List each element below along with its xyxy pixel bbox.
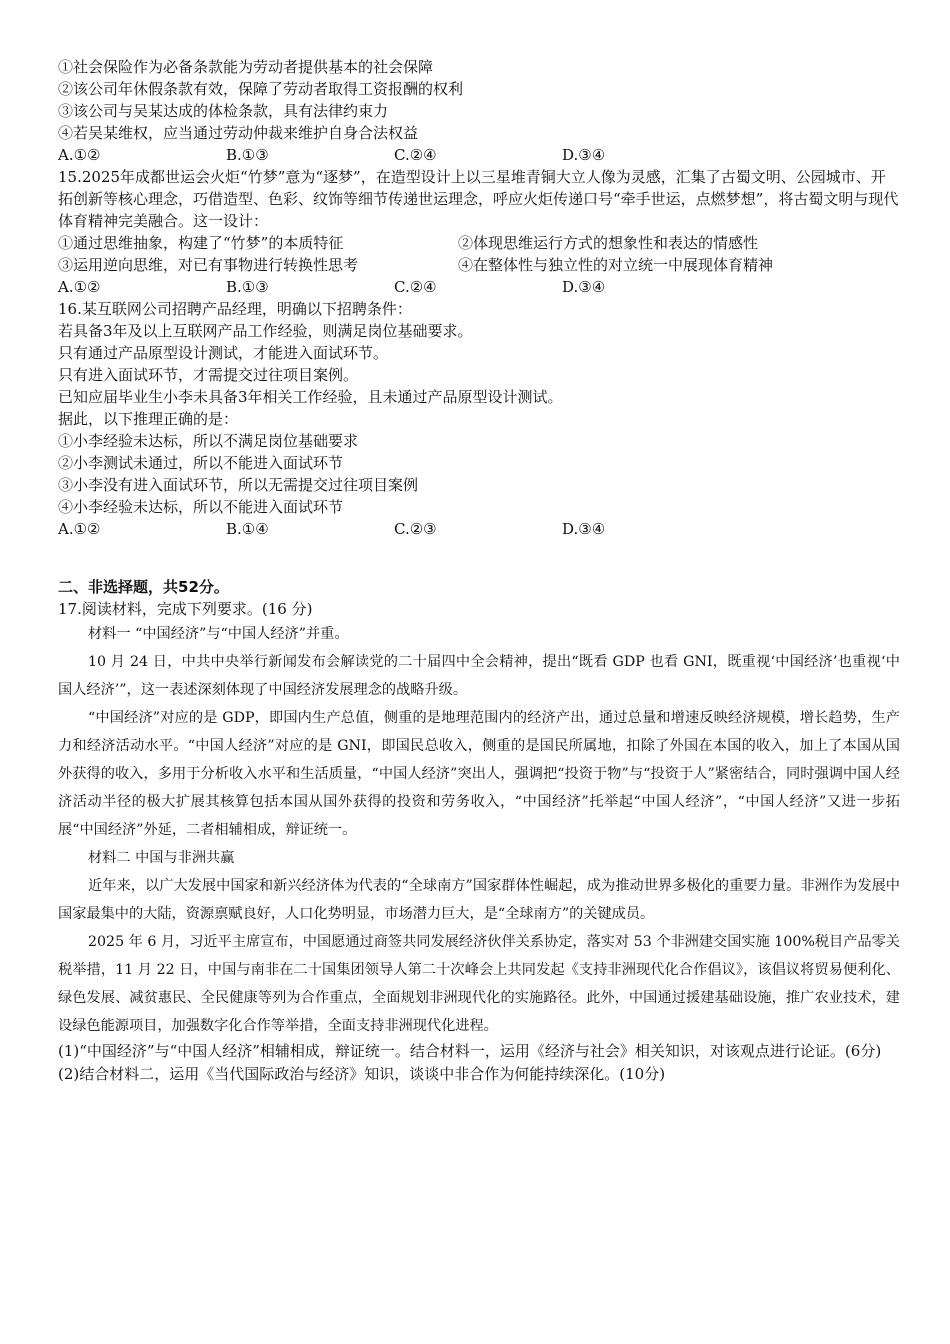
q14-option-c: C.②④ (394, 146, 437, 164)
q17-subquestion-2: (2)结合材料二，运用《当代国际政治与经济》知识，谈谈中非合作为何能持续深化。(10分) (58, 1065, 666, 1083)
q15-item-3: ③运用逆向思维，对已有事物进行转换性思考 (58, 256, 359, 274)
q15-stem: 15.2025年成都世运会火炬“竹梦”意为“逐梦”，在造型设计上以三星堆青铜大立人像为灵感，汇集了古蜀文明、公园城市、开拓创新等核心理念，巧借造型、色彩、纹饰等细节传递世运理念，呼应火炬传递口号“牵手世运，点燃梦想”，将古蜀文明与现代体育精神完美融合。这一设计： (58, 168, 899, 230)
q15-option-d: D.③④ (562, 278, 606, 296)
q16-stem: 16.某互联网公司招聘产品经理，明确以下招聘条件： (58, 300, 412, 318)
section-heading: 二、非选择题，共52分。 (58, 578, 229, 596)
q14-option-d: D.③④ (562, 146, 606, 164)
q15-option-c: C.②④ (394, 278, 437, 296)
q14-item-1: ①社会保险作为必备条款能为劳动者提供基本的社会保障 (58, 58, 434, 76)
q16-lead: 据此，以下推理正确的是： (58, 410, 239, 428)
q16-option-c: C.②③ (394, 520, 437, 538)
q15-row-2 (58, 254, 900, 276)
exam-page (58, 56, 900, 1086)
q15-option-b: B.①③ (226, 278, 269, 296)
q16-options (58, 518, 900, 540)
q16-option-a: A.①② (58, 520, 101, 538)
q14-options (58, 144, 900, 166)
q15-row-1 (58, 232, 900, 254)
q16-item-1: ①小李经验未达标，所以不满足岗位基础要求 (58, 432, 359, 450)
q16-item-2: ②小李测试未通过，所以不能进入面试环节 (58, 454, 344, 472)
material-2-paragraph-2: 2025 年 6 月，习近平主席宣布，中国愿通过商签共同发展经济伙伴关系协定，落实对 53 个非洲建交国实施 100%税目产品零关税举措，11 月 22 日，中国与南非在二十国集团领导人第二十次峰会上共同发起《支持非洲现代化合作倡议》，该倡议将贸易便利化、绿色发展、减贫惠民、全民健康等列为合作重点，全面规划非洲现代化的实施路径。此外，中国通过援建基础设施，推广农业技术，建设绿色能源项目，加强数字化合作等举措，全面支持非洲现代化进程。 (58, 934, 900, 1034)
q17-stem: 17.阅读材料，完成下列要求。(16 分) (58, 600, 313, 618)
q14-item-2: ②该公司年休假条款有效，保障了劳动者取得工资报酬的权利 (58, 80, 464, 98)
q14-statements (58, 56, 900, 144)
q15-options (58, 276, 900, 298)
material-1-paragraph-2: “中国经济”对应的是 GDP，即国内生产总值，侧重的是地理范围内的经济产出，通过总量和增速反映经济规模，增长趋势，生产力和经济活动水平。“中国人经济”对应的是 GNI，即国民总收入，侧重的是国民所属地，扣除了外国在本国的收入，加上了本国从国外获得的收入，多用于分析收入水平和生活质量，“中国人经济”突出人，强调把“投资于物”与“投资于人”紧密结合，同时强调中国人经济活动半径的极大扩展其核算包括本国从国外获得的投资和劳务收入，“中国经济”托举起“中国人经济”，“中国人经济”又进一步拓展“中国经济”外延，二者相辅相成，辩证统一。 (58, 710, 900, 838)
material-2-title: 材料二 中国与非洲共赢 (88, 850, 235, 866)
section-gap (58, 540, 900, 576)
q15-item-4: ④在整体性与独立性的对立统一中展现体育精神 (458, 256, 774, 274)
q16-condition-2: 只有通过产品原型设计测试，才能进入面试环节。 (58, 344, 389, 362)
q16-item-3: ③小李没有进入面试环节，所以无需提交过往项目案例 (58, 476, 419, 494)
q17-subquestion-1: (1)“中国经济”与“中国人经济”相辅相成，辩证统一。结合材料一，运用《经济与社会》相关知识，对该观点进行论证。(6分) (58, 1042, 882, 1060)
q16-option-b: B.①④ (226, 520, 269, 538)
q16-option-d: D.③④ (562, 520, 606, 538)
q16-condition-1: 若具备3年及以上互联网产品工作经验，则满足岗位基础要求。 (58, 322, 473, 340)
q16-item-4: ④小李经验未达标，所以不能进入面试环节 (58, 498, 344, 516)
q15-item-2: ②体现思维运行方式的想象性和表达的情感性 (458, 234, 759, 252)
material-1-title: 材料一 “中国经济”与“中国人经济”并重。 (88, 626, 349, 642)
q14-item-4: ④若吴某维权，应当通过劳动仲裁来维护自身合法权益 (58, 124, 419, 142)
q14-option-b: B.①③ (226, 146, 269, 164)
material-2-paragraph-1: 近年来，以广大发展中国家和新兴经济体为代表的“全球南方”国家群体性崛起，成为推动世界多极化的重要力量。非洲作为发展中国家最集中的大陆，资源禀赋良好，人口化势明显，市场潜力巨大，是“全球南方”的关键成员。 (58, 878, 900, 922)
q15-option-a: A.①② (58, 278, 101, 296)
q14-item-3: ③该公司与吴某达成的体检条款，具有法律约束力 (58, 102, 389, 120)
q14-option-a: A.①② (58, 146, 101, 164)
material-1-paragraph-1: 10 月 24 日，中共中央举行新闻发布会解读党的二十届四中全会精神，提出“既看 GDP 也看 GNI，既重视‘中国经济’也重视‘中国人经济’”，这一表述深刻体现了中国经济发展理念的战略升级。 (58, 654, 900, 698)
q16-condition-4: 已知应届毕业生小李未具备3年相关工作经验，且未通过产品原型设计测试。 (58, 388, 563, 406)
q15-item-1: ①通过思维抽象，构建了“竹梦”的本质特征 (58, 234, 344, 252)
q17-materials (58, 620, 900, 1040)
q16-condition-3: 只有进入面试环节，才需提交过往项目案例。 (58, 366, 359, 384)
